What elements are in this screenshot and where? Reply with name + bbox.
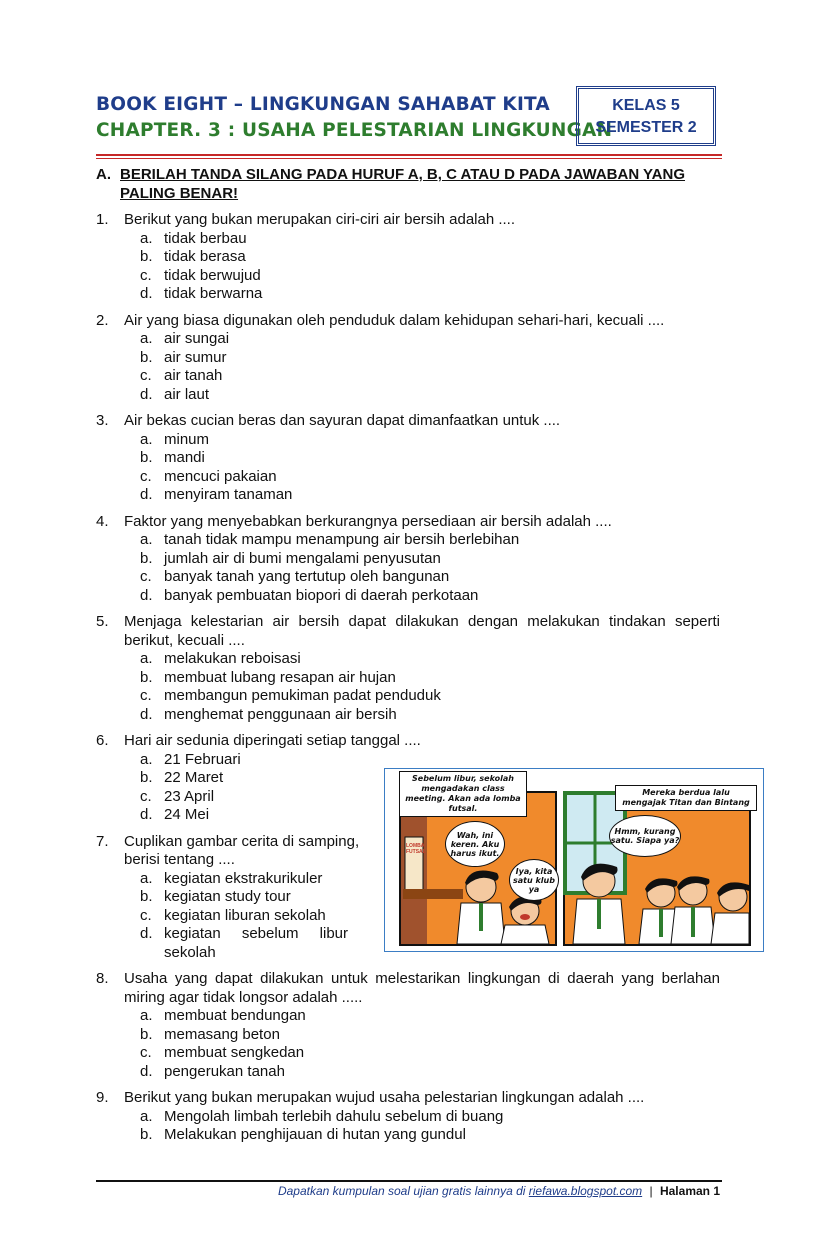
options-2 [140,330,720,404]
options-3 [140,431,720,505]
header-divider [96,154,722,156]
option-letter: d. [140,385,153,403]
option[interactable] [140,687,720,706]
option-text: membuat bendungan [164,1007,306,1024]
option[interactable] [140,925,376,962]
option[interactable] [140,468,720,487]
option-letter: b. [140,449,153,466]
option-text: mencuci pakaian [164,467,277,485]
option-letter: a. [140,869,153,887]
comic-panel-right [563,788,751,946]
question-text: Air bekas cucian beras dan sayuran dapat dimanfaatkan untuk .... [124,412,561,429]
option-letter: b. [140,1126,153,1143]
option[interactable] [140,1108,720,1127]
option[interactable] [140,550,720,569]
option-letter: d. [140,486,153,503]
option[interactable] [140,1044,720,1063]
header-divider-thin [96,158,722,159]
option[interactable] [140,907,376,926]
question-text: Air yang biasa digunakan oleh penduduk dalam kehidupan sehari-hari, kecuali .... [124,311,665,329]
option-text: melakukan reboisasi [164,650,301,667]
option-letter: d. [140,1062,153,1080]
option-text: membuat lubang resapan air hujan [164,668,396,686]
option-text: Mengolah limbah terlebih dahulu sebelum di buang [164,1107,504,1125]
option-text: kegiatan ekstrakurikuler [164,869,323,887]
option[interactable] [140,888,376,907]
option[interactable] [140,449,720,468]
option[interactable] [140,650,720,669]
question-number: 4. [96,512,109,530]
option-text: Melakukan penghijauan di hutan yang gundul [164,1126,466,1143]
option-text: kegiatan sebelum libur sekolah [164,925,348,961]
option-text: tidak berbau [164,229,247,247]
option-text: jumlah air di bumi mengalami penyusutan [164,549,441,567]
option-letter: c. [140,787,152,805]
question-9 [96,1089,720,1108]
option-letter: d. [140,925,153,942]
option-letter: c. [140,906,152,924]
option[interactable] [140,587,720,606]
semester-label: SEMESTER 2 [595,119,697,136]
option-letter: d. [140,806,153,823]
option-text: tidak berasa [164,248,246,265]
option-letter: c. [140,367,152,384]
option[interactable] [140,367,720,386]
question-number: 3. [96,412,109,429]
option-text: menyiram tanaman [164,486,293,503]
option-letter: d. [140,705,153,723]
options-9 [140,1108,720,1145]
option[interactable] [140,486,720,505]
option[interactable] [140,230,720,249]
option-text: membangun pemukiman padat penduduk [164,687,441,704]
option-text: pengerukan tanah [164,1062,285,1080]
question-5 [96,613,720,650]
option-text: air sungai [164,330,230,347]
option-letter: a. [140,430,153,448]
book-title: BOOK EIGHT – LINGKUNGAN SAHABAT KITA [96,94,550,115]
page-number: Halaman 1 [659,1184,720,1198]
option[interactable] [140,568,720,587]
option-letter: c. [140,687,152,704]
option-text: kegiatan liburan sekolah [164,906,326,924]
option-letter: b. [140,549,153,567]
option-letter: b. [140,1025,153,1043]
question-7-block [96,833,376,963]
option-letter: b. [140,248,153,265]
option[interactable] [140,751,720,770]
option-text: 23 April [164,787,215,805]
question-text: Berikut yang bukan merupakan wujud usaha pelestarian lingkungan adalah .... [124,1089,645,1106]
question-2 [96,312,720,331]
option-text: tidak berwarna [164,285,263,302]
option-text: 22 Maret [164,769,224,786]
question-text: Cuplikan gambar cerita di samping, berisi tentang .... [124,832,360,868]
comic-bubble-3: Hmm, kurang satu. Siapa ya? [609,815,681,857]
option-letter: d. [140,285,153,302]
option[interactable] [140,870,376,889]
comic-caption-left: Sebelum libur, sekolah mengadakan class meeting. Akan ada lomba futsal. [399,771,527,817]
section-letter: A. [96,166,111,183]
option-text: memasang beton [164,1025,280,1043]
option-text: banyak pembuatan biopori di daerah perkotaan [164,586,479,604]
option-letter: a. [140,750,153,768]
option[interactable] [140,248,720,267]
option-text: menghemat penggunaan air bersih [164,705,397,723]
comic-panel-left [399,774,557,946]
option-letter: b. [140,769,153,786]
option[interactable] [140,267,720,286]
question-text: Berikut yang bukan merupakan ciri-ciri air bersih adalah .... [124,211,516,228]
question-text: Menjaga kelestarian air bersih dapat dilakukan dengan melakukan tindakan seperti berikut, kecuali .... [124,613,720,649]
option-letter: a. [140,229,153,247]
option-text: air tanah [164,367,223,384]
question-number: 2. [96,311,109,329]
option[interactable] [140,330,720,349]
comic-strip [384,768,764,952]
question-number: 1. [96,211,109,228]
class-label: KELAS 5 [612,97,680,114]
question-6 [96,732,720,751]
option-text: mandi [164,449,205,466]
option-letter: a. [140,330,153,347]
option-letter: b. [140,348,153,366]
comic-poster-text: LOMBA FUTSAL [406,843,426,855]
option-letter: c. [140,1044,152,1061]
option-letter: a. [140,531,153,548]
question-3 [96,412,720,431]
question-list [96,166,720,1145]
comic-bubble-1: Wah, ini keren. Aku harus ikut. [445,821,505,867]
option-text: kegiatan study tour [164,888,291,905]
option-text: tidak berwujud [164,266,261,284]
option-letter: a. [140,1107,153,1125]
chapter-title: CHAPTER. 3 : USAHA PELESTARIAN LINGKUNGAN [96,120,613,141]
footer-link[interactable]: riefawa.blogspot.com [528,1184,643,1198]
option[interactable] [140,531,720,550]
option-letter: a. [140,650,153,667]
options-1 [140,230,720,304]
options-5 [140,650,720,724]
question-number: 9. [96,1089,109,1106]
footer-divider [96,1180,722,1182]
option-letter: a. [140,1007,153,1024]
question-number: 5. [96,613,109,630]
option-letter: d. [140,586,153,604]
question-number: 6. [96,732,109,749]
question-8 [96,970,720,1007]
question-text: Usaha yang dapat dilakukan untuk melestarikan lingkungan di daerah yang berlahan miring agar tidak longsor adalah ..... [124,970,720,1006]
option[interactable] [140,349,720,368]
option-text: 21 Februari [164,750,241,768]
option[interactable] [140,706,720,725]
option[interactable] [140,1126,720,1145]
option-letter: b. [140,888,153,905]
options-4 [140,531,720,605]
option-text: minum [164,430,210,448]
footer-separator: | [649,1184,653,1198]
section-instruction [96,166,720,203]
option-letter: c. [140,467,152,485]
class-semester-box [576,86,716,146]
option-letter: b. [140,668,153,686]
page-header [96,86,722,156]
comic-bubble-2: Iya, kita satu klub ya [509,859,559,901]
option-text: banyak tanah yang tertutup oleh bangunan [164,568,450,585]
option[interactable] [140,285,720,304]
option[interactable] [140,431,720,450]
option-text: membuat sengkedan [164,1044,305,1061]
option-text: air laut [164,385,210,403]
option[interactable] [140,669,720,688]
question-text: Faktor yang menyebabkan berkurangnya persediaan air bersih adalah .... [124,512,612,530]
question-4 [96,513,720,532]
question-text: Hari air sedunia diperingati setiap tanggal .... [124,732,421,749]
page-footer [278,1184,720,1198]
option-text: 24 Mei [164,806,210,823]
option-text: air sumur [164,348,227,366]
footer-text: Dapatkan kumpulan soal ujian gratis lainnya di [277,1184,526,1198]
option-text: tanah tidak mampu menampung air bersih berlebihan [164,531,520,548]
options-8 [140,1007,720,1081]
option[interactable] [140,386,720,405]
question-number: 7. [96,832,109,850]
comic-caption-right: Mereka berdua lalu mengajak Titan dan Bintang [615,785,757,811]
option[interactable] [140,1007,720,1026]
option[interactable] [140,1026,720,1045]
question-1 [96,211,720,230]
question-7 [96,833,376,870]
question-number: 8. [96,970,109,987]
options-7 [140,870,376,963]
option-letter: c. [140,266,152,284]
option[interactable] [140,1063,720,1082]
section-instruction-text: BERILAH TANDA SILANG PADA HURUF A, B, C ATAU D PADA JAWABAN YANG PALING BENAR! [120,166,686,202]
option-letter: c. [140,568,152,585]
